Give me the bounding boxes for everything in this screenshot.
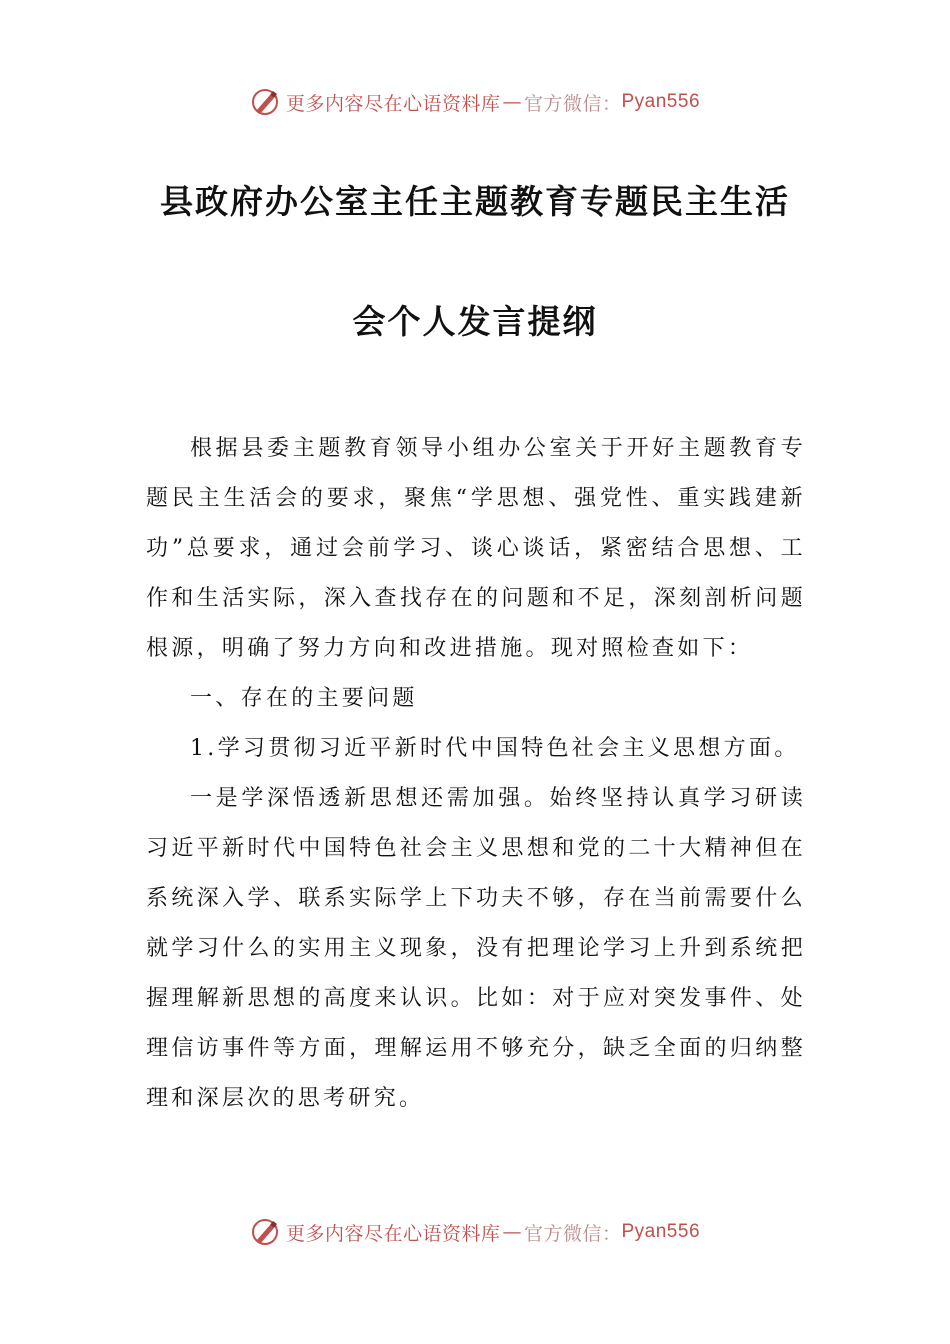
watermark-main-text: 更多内容尽在心语资料库 xyxy=(285,92,501,115)
watermark-footer xyxy=(0,1212,950,1252)
pen-logo-icon xyxy=(250,87,280,117)
document-title-line-1: 县政府办公室主任主题教育专题民主生活 xyxy=(160,182,790,221)
watermark-separator: — xyxy=(502,91,522,113)
watermark-label: 官方微信： xyxy=(523,92,622,115)
subsection-heading: 1.学习贯彻习近平新时代中国特色社会主义思想方面。 xyxy=(190,736,800,761)
watermark-label: 官方微信： xyxy=(523,1222,622,1245)
section-heading: 一、存在的主要问题 xyxy=(190,686,418,711)
watermark-header xyxy=(0,82,950,122)
document-body xyxy=(146,424,806,1124)
watermark-separator: — xyxy=(502,1221,522,1243)
watermark-wechat-id: Pyan556 xyxy=(621,1221,701,1242)
document-title-line-2: 会个人发言提纲 xyxy=(352,302,598,341)
pen-logo-icon xyxy=(250,1217,280,1247)
watermark-main-text: 更多内容尽在心语资料库 xyxy=(285,1222,501,1245)
paragraph-intro: 根据县委主题教育领导小组办公室关于开好主题教育专题民主生活会的要求，聚焦“学思想、强党性、重实践建新功”总要求，通过会前学习、谈心谈话，紧密结合思想、工作和生活实际，深入查找存在的问题和不足，深刻剖析问题根源，明确了努力方向和改进措施。现对照检查如下： xyxy=(146,436,806,661)
watermark-wechat-id: Pyan556 xyxy=(621,91,701,112)
paragraph-point-one: 一是学深悟透新思想还需加强。始终坚持认真学习研读习近平新时代中国特色社会主义思想和党的二十大精神但在系统深入学、联系实际学上下功夫不够，存在当前需要什么就学习什么的实用主义现象，没有把理论学习上升到系统把握理解新思想的高度来认识。比如：对于应对突发事件、处理信访事件等方面，理解运用不够充分，缺乏全面的归纳整理和深层次的思考研究。 xyxy=(146,786,806,1111)
